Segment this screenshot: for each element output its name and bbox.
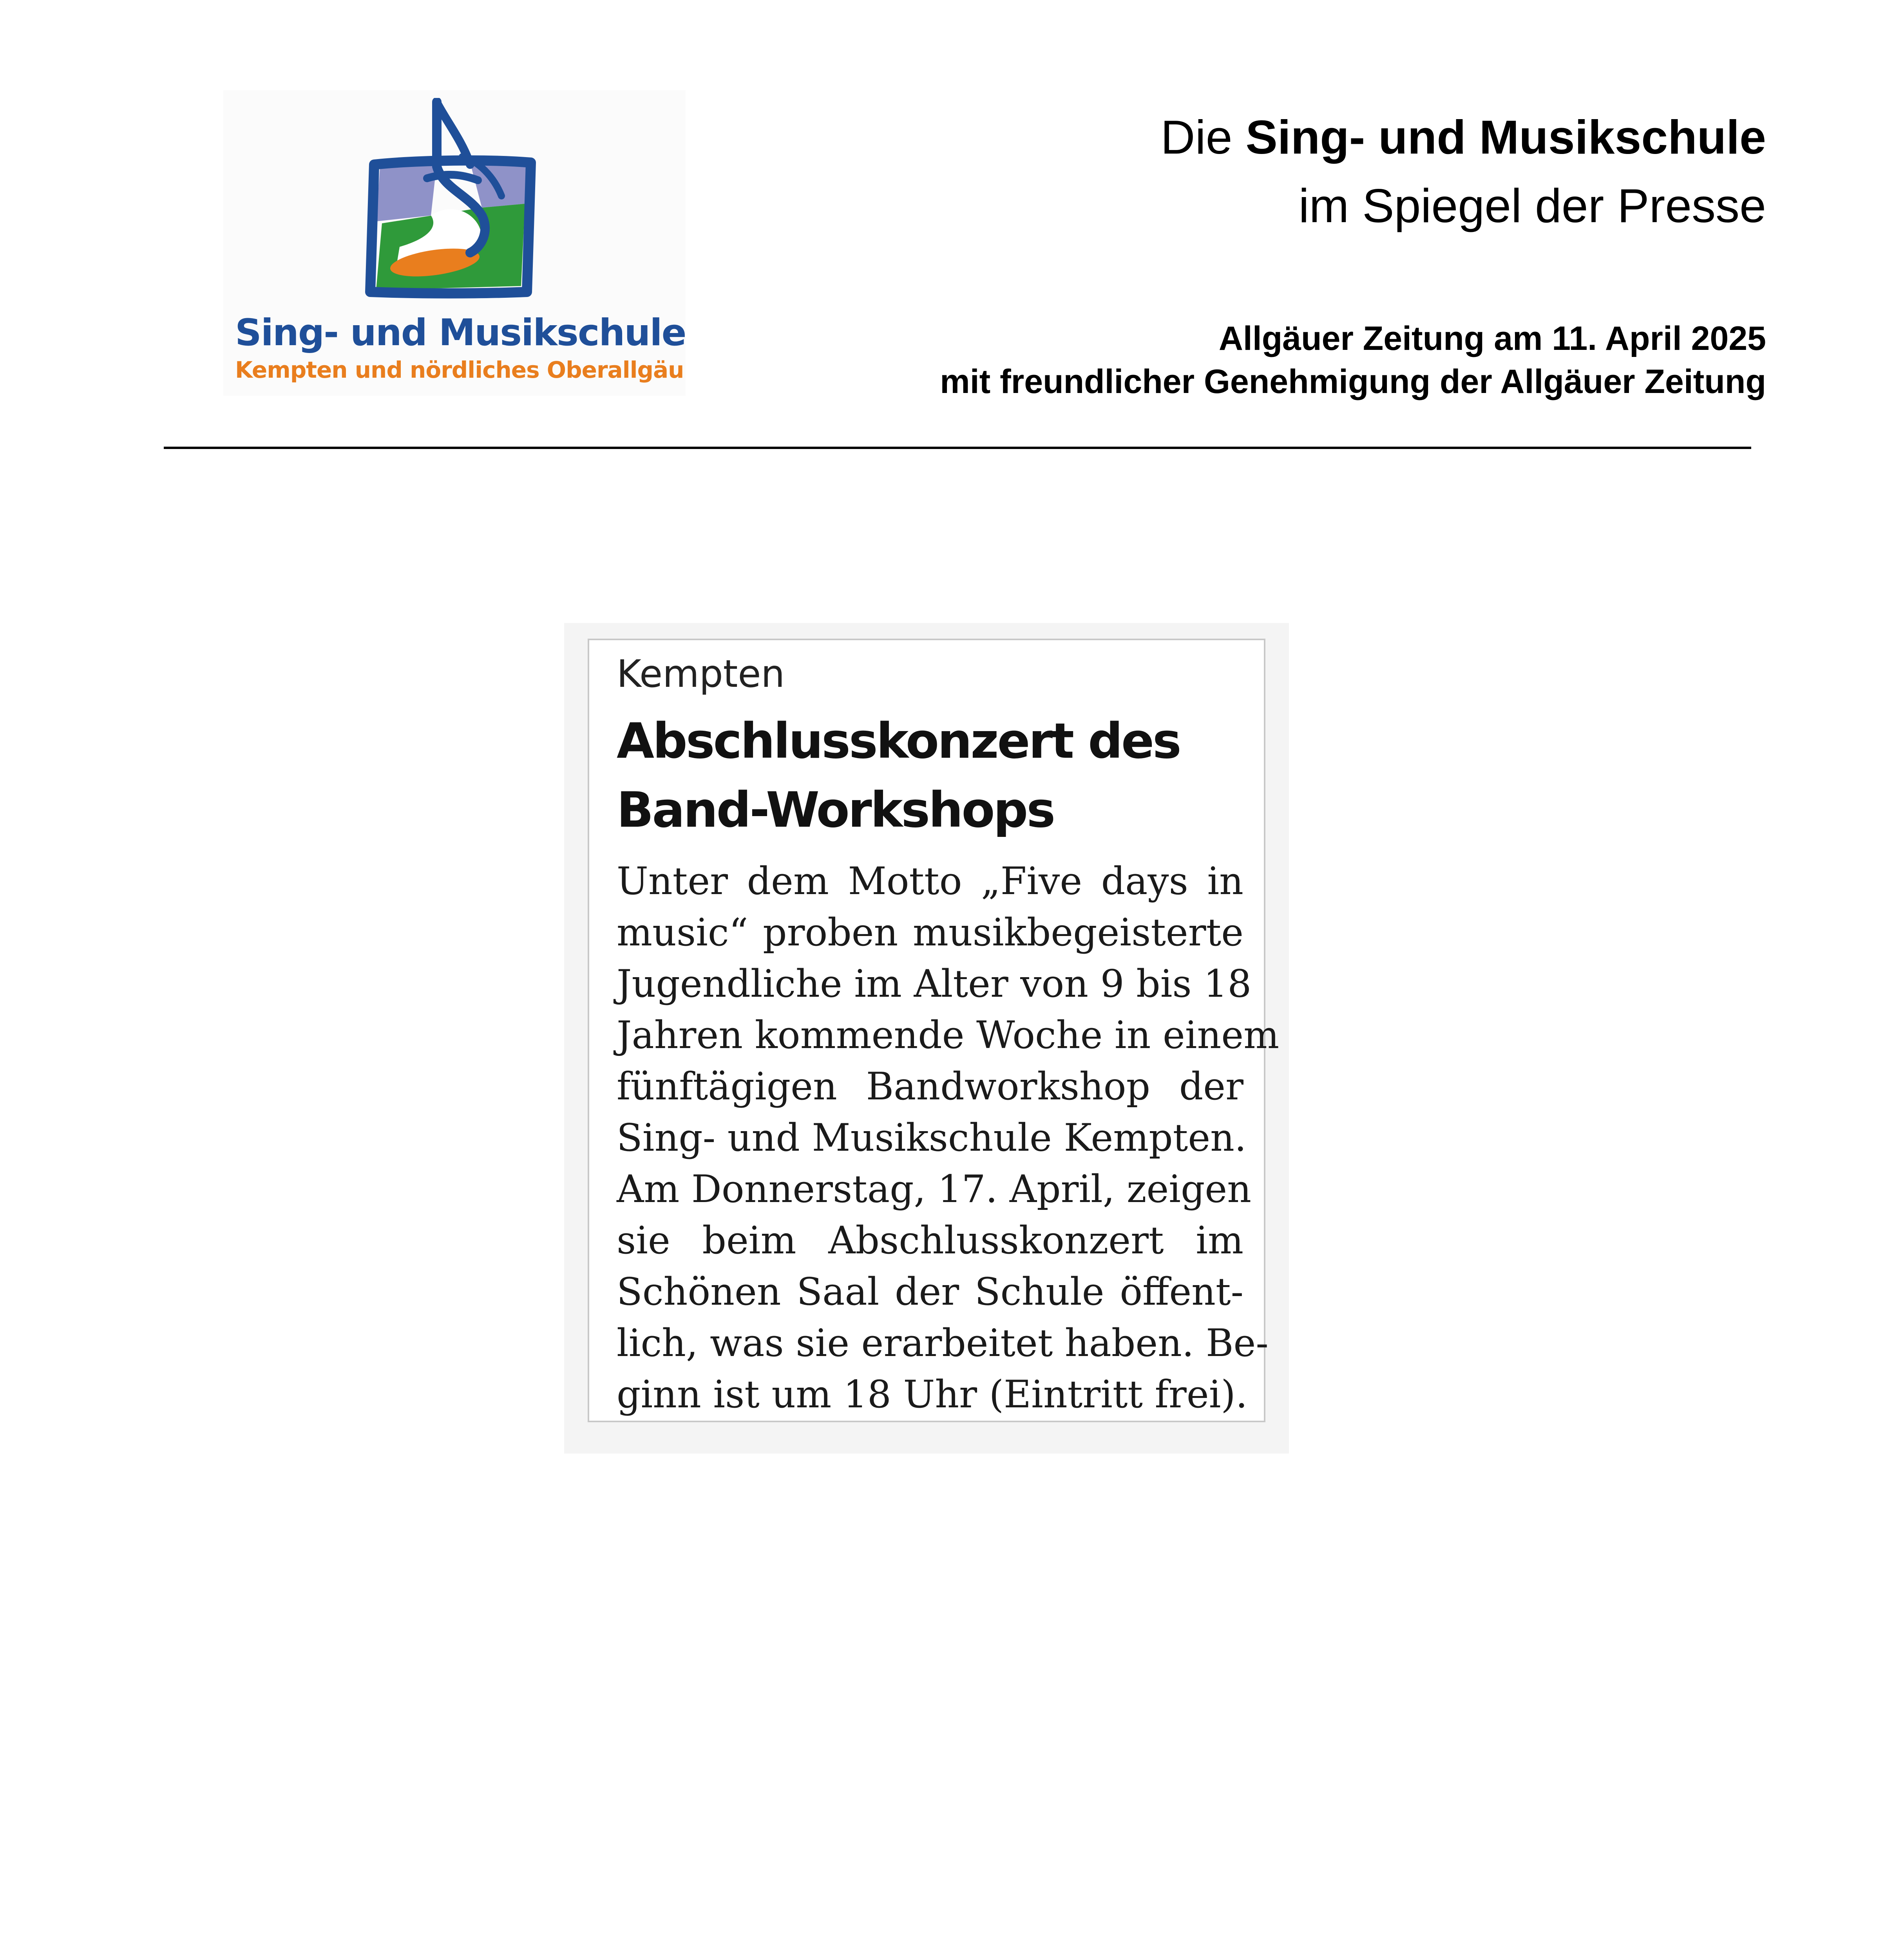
article-body-line: Jugendliche im Alter von 9 bis 18 — [617, 962, 1252, 1006]
press-source: Allgäuer Zeitung am 11. April 2025 — [1218, 320, 1766, 357]
logo-subtitle: Kempten und nördliches Oberallgäu — [235, 357, 684, 383]
article-body-line: Schönen Saal der Schule öffent- — [617, 1270, 1243, 1314]
music-note-logo-icon — [353, 98, 556, 317]
article-clipping — [564, 623, 1289, 1454]
article-headline-line: Band-Workshops — [617, 782, 1054, 838]
logo-name: Sing- und Musikschule — [235, 311, 686, 354]
article-place: Kempten — [617, 652, 785, 696]
school-logo — [223, 90, 686, 396]
article-body-line: Jahren kommende Woche in einem — [617, 1013, 1280, 1057]
article-body — [617, 856, 1280, 1420]
page-title-bold: Sing- und Musikschule — [1245, 110, 1766, 164]
article-body-line: fünftägigen Bandworkshop der — [617, 1065, 1243, 1108]
article-headline-line: Abschlusskonzert des — [617, 713, 1180, 769]
article-headline — [617, 707, 1243, 845]
page-title — [1160, 110, 1766, 165]
article-body-line: ginn ist um 18 Uhr (Eintritt frei). — [617, 1372, 1248, 1416]
article-body-line: Unter dem Motto „Five days in — [617, 859, 1243, 903]
press-permission: mit freundlicher Genehmigung der Allgäuer Zeitung — [940, 363, 1766, 400]
article-body-line: sie beim Abschlusskonzert im — [617, 1218, 1243, 1262]
article-frame — [588, 639, 1280, 1422]
article-body-line: music“ proben musikbegeisterte — [617, 911, 1243, 954]
page-title-prefix: Die — [1160, 110, 1246, 164]
article-body-line: lich, was sie erarbeitet haben. Be- — [617, 1321, 1269, 1365]
article-body-line: Am Donnerstag, 17. April, zeigen — [617, 1167, 1252, 1211]
header-divider — [164, 447, 1751, 449]
article-body-line: Sing- und Musikschule Kempten. — [617, 1116, 1247, 1160]
page-title-line2: im Spiegel der Presse — [1298, 179, 1766, 232]
